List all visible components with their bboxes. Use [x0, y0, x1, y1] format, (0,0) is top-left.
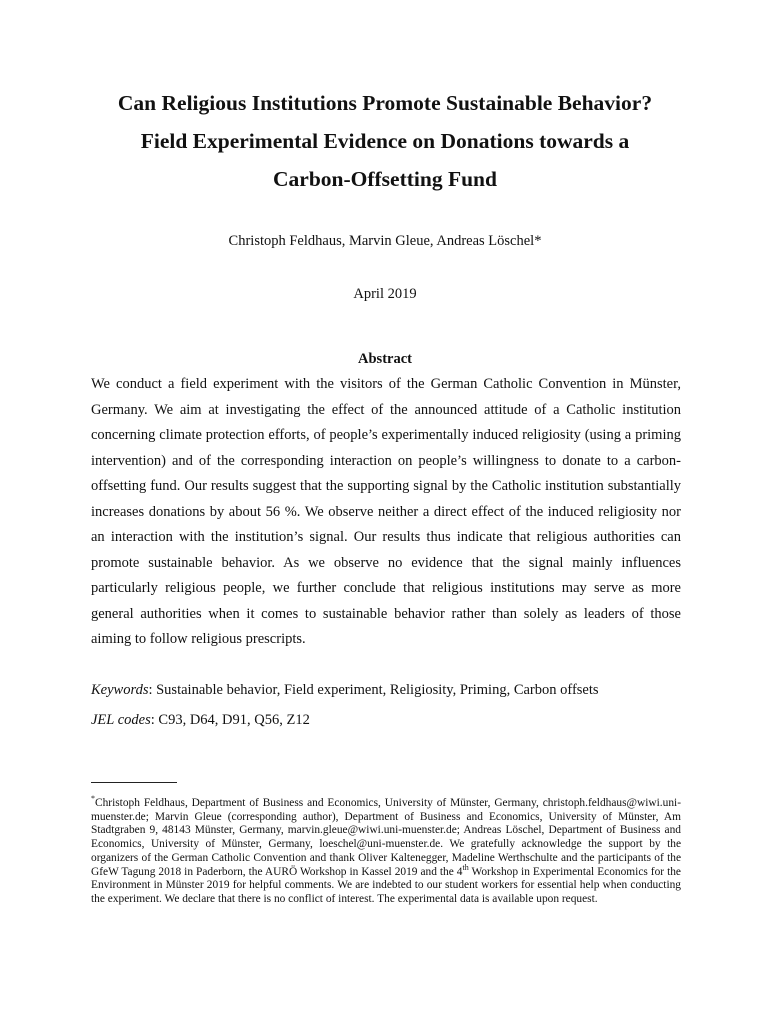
footnote-superscript-th: th — [462, 862, 469, 872]
keywords-line — [91, 680, 681, 700]
keywords-label: Keywords — [91, 682, 149, 698]
title-line-1: Can Religious Institutions Promote Sustainable Behavior? — [117, 91, 653, 115]
title-line-3: Carbon-Offsetting Fund — [273, 167, 497, 191]
keywords-value: : Sustainable behavior, Field experiment, Religiosity, Priming, Carbon offsets — [148, 682, 599, 698]
title-line-2: Field Experimental Evidence on Donations towards a — [140, 129, 630, 153]
footnote-text-part-1: Christoph Feldhaus, Department of Business and Economics, University of Münster, Germany, christoph.feldhaus@wiwi.uni-muenster.de; Marvin Gleue (corresponding author), Department of Business and Economics, University of Münster, Am Stadtgraben 9, 48143 Münster, Germany, marvin.gleue@wiwi.uni-muenster.de; Andreas Löschel, Department of Business and Economics, University of Münster, Germany, loeschel@uni-muenster.de. We gratefully acknowledge the support by the organizers of the German Catholic Convention and thank Oliver Kaltenegger, Madeline Werthschulte and the participants of the GfeW Tagung 2018 in Paderborn, the AURÖ Workshop in Kassel 2019 and the 4 — [91, 797, 681, 878]
jel-codes-line — [91, 710, 681, 730]
abstract-text: We conduct a field experiment with the visitors of the German Catholic Convention in Münster, Germany. We aim at investigating the effect of the announced attitude of a Catholic institution concerning climate protection efforts, of people’s experimentally induced religiosity (using a priming intervention) and of the corresponding interaction on people’s willingness to donate to a carbon-offsetting fund. Our results suggest that the supporting signal by the Catholic institution substantially increases donations by about 56 %. We observe neither a direct effect of the induced religiosity nor an interaction with the institution’s signal. Our results thus indicate that religious authorities can promote sustainable behavior. As we observe no evidence that the signal mainly influences particularly religious people, we further conclude that religious institutions may serve as more general authorities when it comes to sustainable behavior rather than solely as leaders of those aiming to follow religious prescripts. — [91, 376, 681, 647]
paper-title — [60, 84, 710, 198]
abstract-heading: Abstract — [358, 351, 412, 367]
footnote — [91, 794, 681, 907]
footnote-marker: * — [91, 794, 95, 804]
publication-date: April 2019 — [353, 286, 417, 302]
footnote-text-part-2: Workshop in Experimental Economics for the Environment in Münster 2019 for helpful comments. We are indebted to our student workers for essential help when conducting the experiment. We declare that there is no conflict of interest. The experimental data is available upon request. — [91, 865, 681, 905]
jel-codes-value: : C93, D64, D91, Q56, Z12 — [150, 712, 310, 728]
footnote-divider — [91, 782, 177, 783]
author-list: Christoph Feldhaus, Marvin Gleue, Andreas Löschel* — [228, 233, 542, 249]
jel-codes-label: JEL codes — [91, 712, 151, 728]
